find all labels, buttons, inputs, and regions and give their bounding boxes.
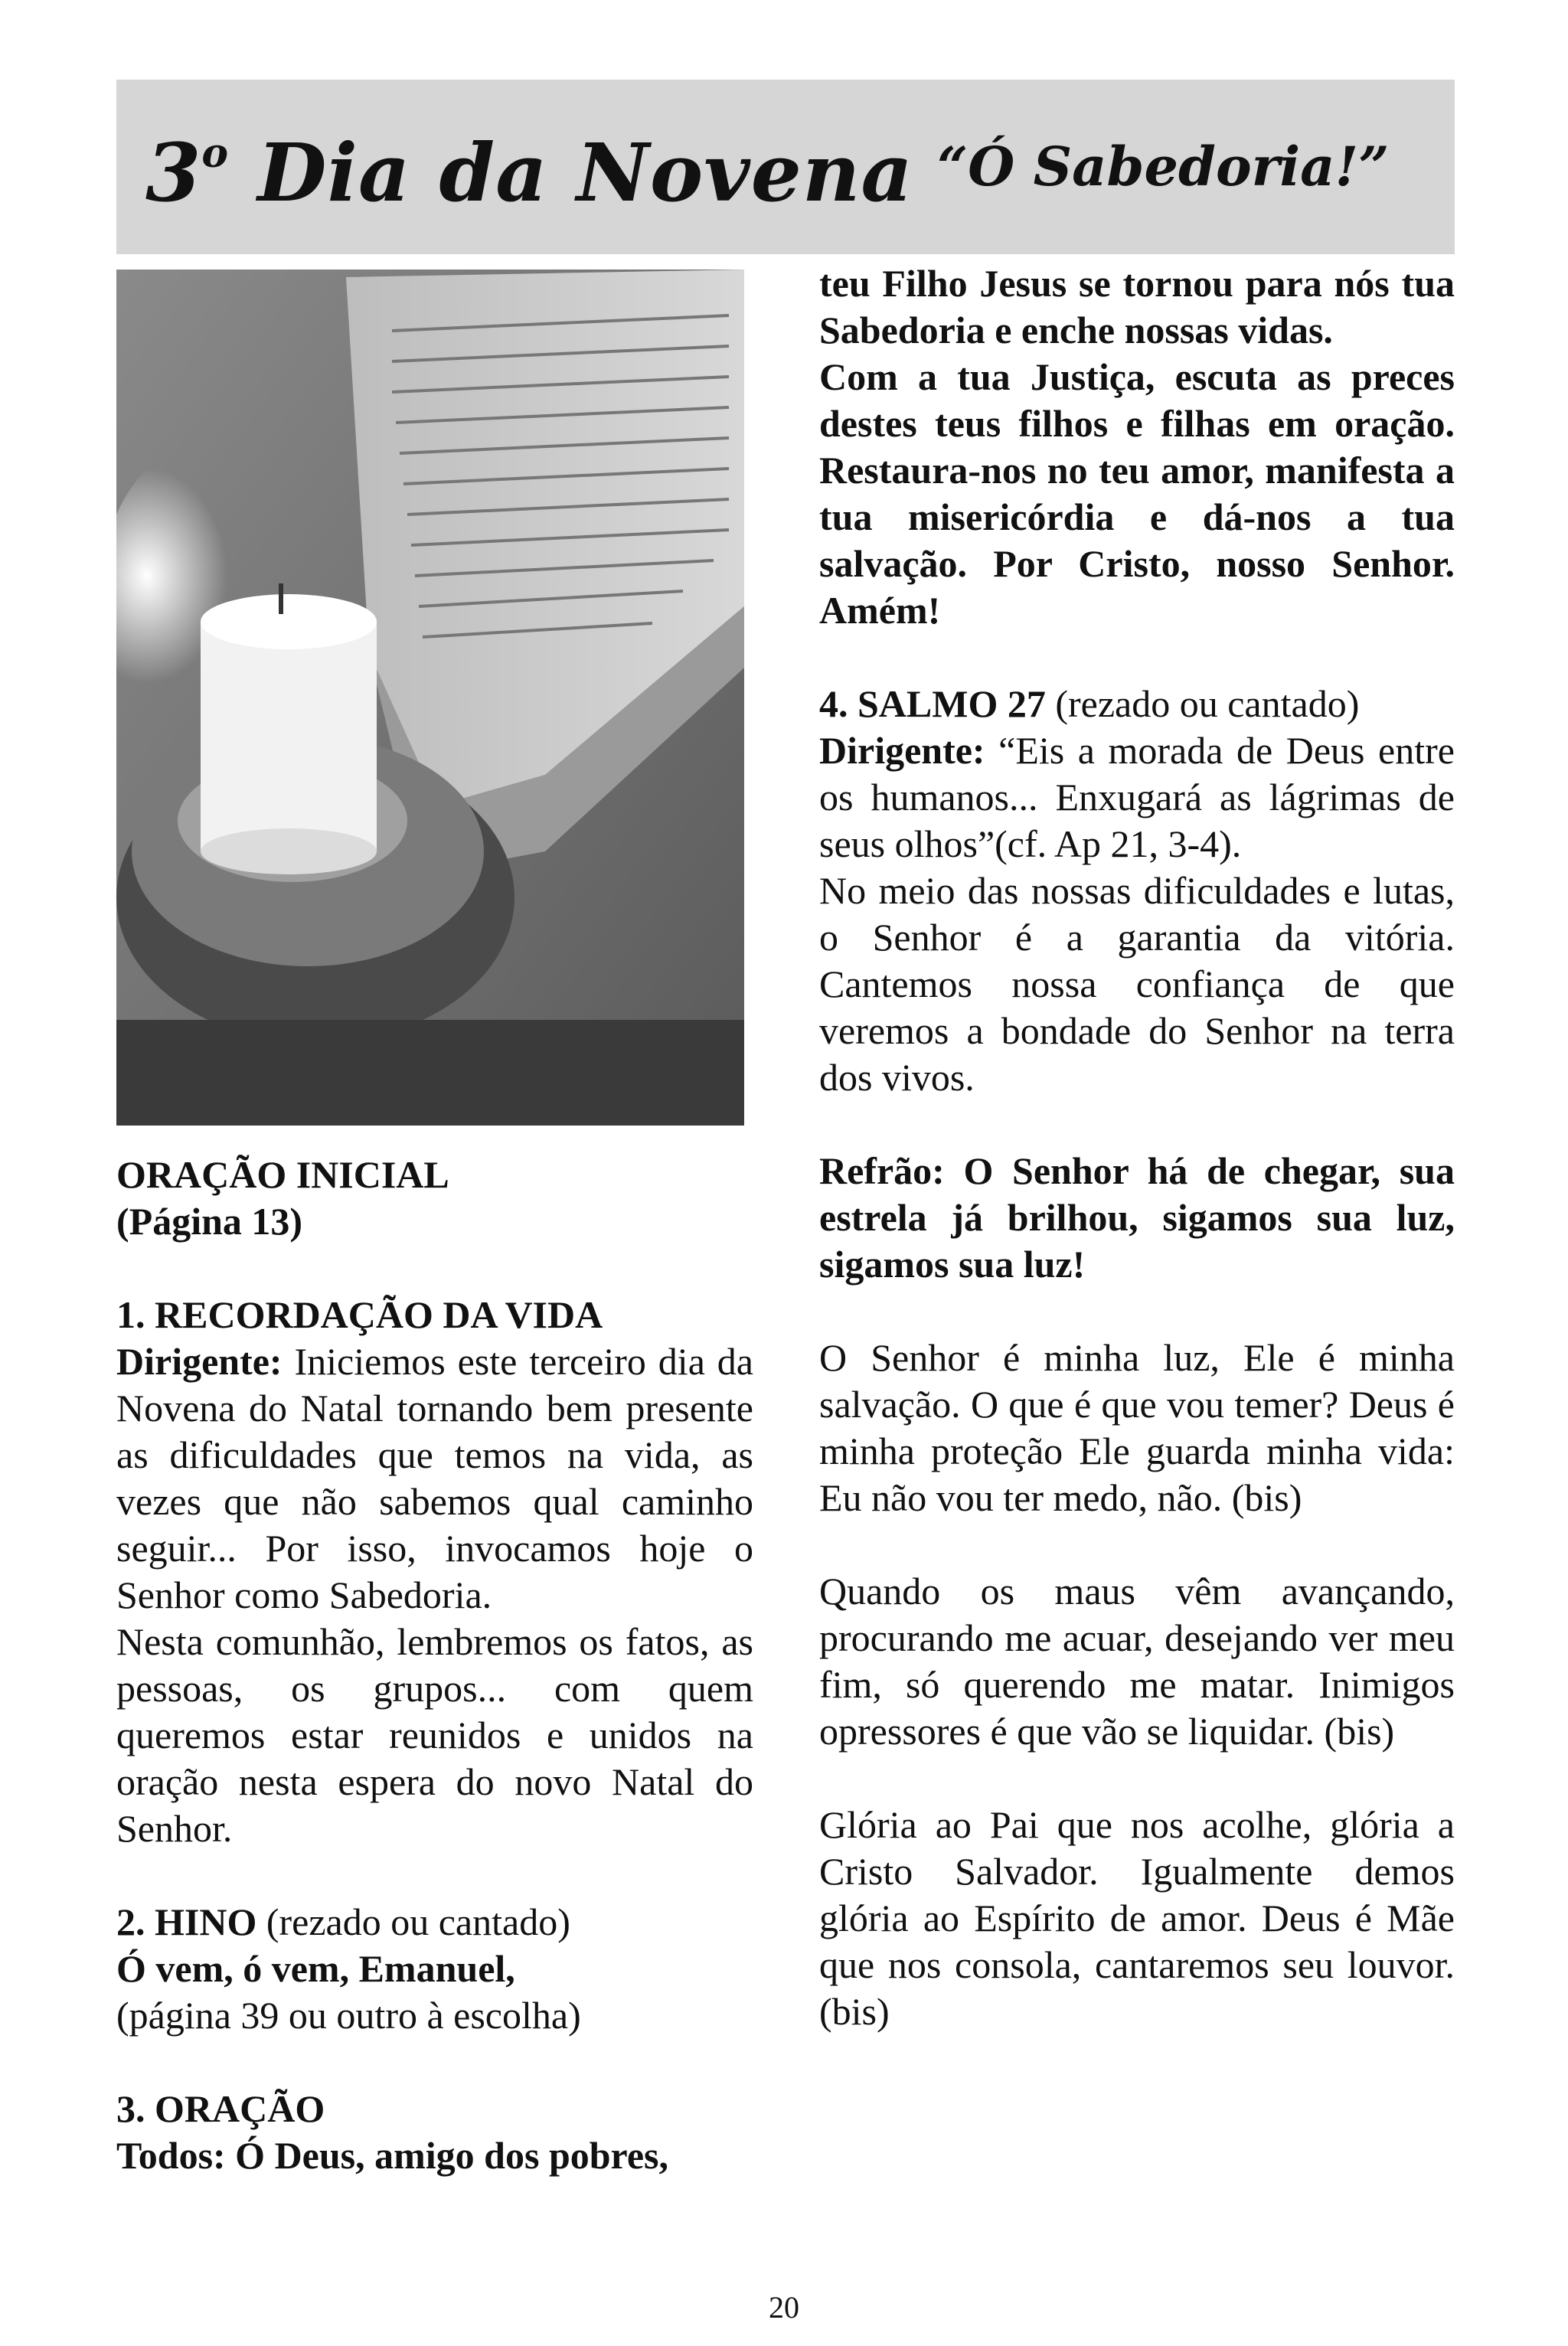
section-3-heading: 3. ORAÇÃO bbox=[116, 2087, 325, 2130]
section-1-text: Dirigente: Iniciemos este terceiro dia da Novena do Natal tornando bem presente as dificuldades que temos na vida, as vezes que não sabemos qual caminho seguir... Por isso, invocamos hoje o Senhor como Sabedoria. bbox=[116, 1340, 754, 1616]
prayer-continuation-2: Com a tua Justiça, escuta as preces destes teus filhos e filhas em oração. Restaura-nos no teu amor, manifesta a tua misericórdia e dá-nos a tua salvação. Por Cristo, nosso Senhor. Amém! bbox=[819, 355, 1455, 632]
hymn-page: (página 39 ou outro à escolha) bbox=[116, 1994, 581, 2037]
page-subtitle: “Ó Sabedoria!” bbox=[937, 135, 1390, 198]
page-title: 3$^o$ Dia da Novena bbox=[145, 126, 913, 220]
psalm-quote: Dirigente: “Eis a morada de Deus entre os humanos... Enxugará as lágrimas de seus olhos”(cf. Ap 21, 3-4). bbox=[819, 729, 1455, 865]
section-1-text-2: Nesta comunhão, lembremos os fatos, as pessoas, os grupos... com quem queremos estar reunidos e unidos na oração nesta espera do novo Natal do Senhor. bbox=[116, 1620, 753, 1850]
prayer-start: Todos: Ó Deus, amigo dos pobres, bbox=[116, 2134, 668, 2177]
hymn-title: Ó vem, ó vem, Emanuel, bbox=[116, 1947, 515, 1990]
section-2-heading: 2. HINO (rezado ou cantado) bbox=[116, 1900, 570, 1943]
page-number: 20 bbox=[769, 2290, 799, 2325]
psalm-intro: No meio das nossas dificuldades e lutas, o Senhor é a garantia da vitória. Cantemos nossa confiança de que veremos a bondade do Senhor na terra dos vivos. bbox=[819, 869, 1455, 1099]
refrain: Refrão: O Senhor há de chegar, sua estrela já brilhou, sigamos sua luz, sigamos sua luz! bbox=[819, 1149, 1455, 1286]
right-column bbox=[819, 260, 1455, 2035]
section-4-heading: 4. SALMO 27 (rezado ou cantado) bbox=[819, 682, 1360, 725]
section-1-heading: 1. RECORDAÇÃO DA VIDA bbox=[116, 1293, 603, 1336]
candle-bible-photo bbox=[116, 270, 744, 1126]
page-header bbox=[116, 80, 1455, 254]
oracao-inicial-page: (Página 13) bbox=[116, 1200, 303, 1243]
verse-2: Quando os maus vêm avançando, procurando me acuar, desejando ver meu fim, só querendo me matar. Inimigos opressores é que vão se liquidar. (bis) bbox=[819, 1570, 1455, 1753]
oracao-inicial-heading: ORAÇÃO INICIAL bbox=[116, 1153, 449, 1196]
verse-1: O Senhor é minha luz, Ele é minha salvação. O que é que vou temer? Deus é minha proteção Ele guarda minha vida: Eu não vou ter medo, não. (bis) bbox=[819, 1336, 1455, 1519]
left-column bbox=[116, 1152, 753, 2179]
prayer-continuation: teu Filho Jesus se tornou para nós tua Sabedoria e enche nossas vidas. bbox=[819, 262, 1455, 351]
verse-3: Glória ao Pai que nos acolhe, glória a Cristo Salvador. Igualmente demos glória ao Espírito de amor. Deus é Mãe que nos consola, cantaremos seu louvor. (bis) bbox=[819, 1803, 1455, 2033]
